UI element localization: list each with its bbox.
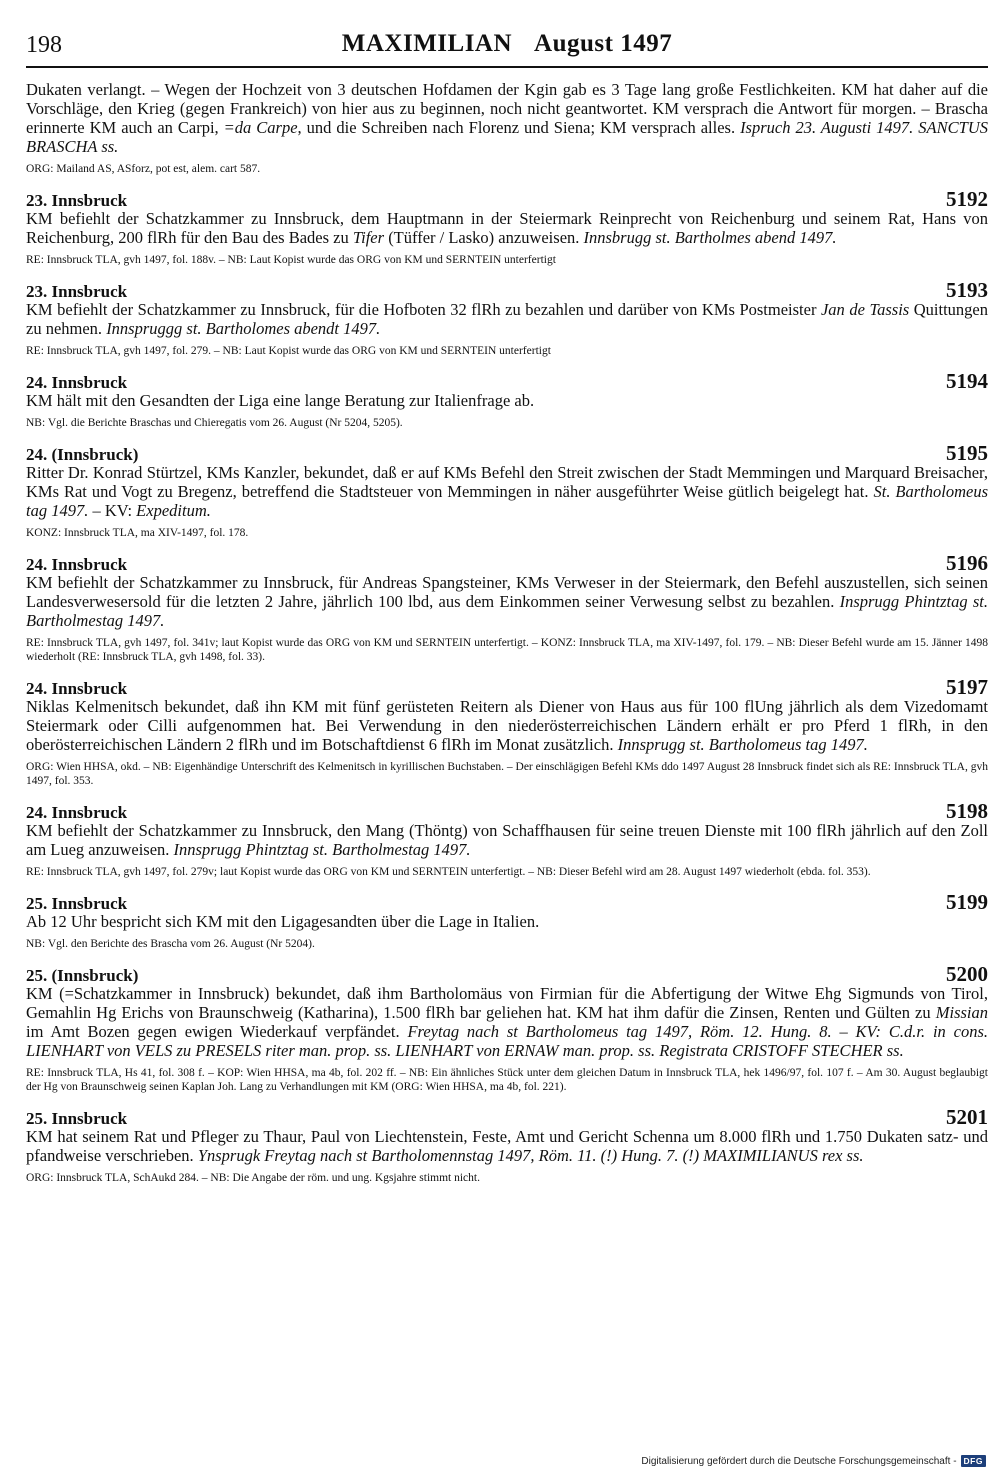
text-run-italic: St. Bartholomeus tag 1497. bbox=[26, 482, 988, 520]
text-run-italic: Innsprugg Phintztag st. Bartholmestag 1497. bbox=[173, 840, 471, 859]
entry-text bbox=[26, 912, 988, 931]
text-run: im Amt Bozen gegen ewigen Wiederkauf verpfändet. bbox=[26, 1022, 408, 1041]
entry-number: 5199 bbox=[946, 890, 988, 914]
entry-date: 24. Innsbruck bbox=[26, 803, 128, 822]
entry-text bbox=[26, 80, 988, 156]
entry-text bbox=[26, 573, 988, 630]
text-run-italic: Freytag nach st Bartholomeus tag 1497, Röm. 12. Hung. 8. – KV: C.d.r. in cons. LIENHART von VELS zu PRESELS riter man. prop. ss. LIENHART von ERNAW man. prop. ss. Registrata CRISTOFF STECHER ss. bbox=[26, 1022, 988, 1060]
entry-head bbox=[26, 1105, 988, 1127]
entry-text bbox=[26, 984, 988, 1060]
text-run-italic: Insprugg Phintztag st. Bartholmestag 1497. bbox=[26, 592, 988, 630]
page-number: 198 bbox=[26, 32, 62, 58]
entry-text bbox=[26, 300, 988, 338]
entry-number: 5197 bbox=[946, 675, 988, 699]
text-run: Niklas Kelmenitsch bekundet, daß ihn KM mit fünf gerüsteten Reitern als Diener von Haus aus für 100 flUng jährlich als dem Vizedomamt Steiermark oder Cilli aufgenommen hat. Bei Verwendung in den niederösterreichischen Ländern erhält er pro Pferd 1 flRh, in den oberösterreichischen Ländern 2 flRh und im Botschaftdienst 6 flRh im Monat zusätzlich. bbox=[26, 697, 988, 754]
entry-number: 5196 bbox=[946, 551, 988, 575]
entry-number: 5194 bbox=[946, 369, 988, 393]
text-run-italic: Innsbrugg st. Bartholmes abend 1497. bbox=[583, 228, 837, 247]
entry-date: 24. Innsbruck bbox=[26, 555, 128, 574]
entry-source: RE: Innsbruck TLA, gvh 1497, fol. 341v; laut Kopist wurde das ORG von KM und SERNTEIN unterfertigt. – KONZ: Innsbruck TLA, ma XIV-1497, fol. 179. – NB: Dieser Befehl wurde am 15. Jänner 1498 wiederholt (RE: Innsbruck TLA, gvh 1498, fol. 33). bbox=[26, 637, 988, 663]
text-run: KM befiehlt der Schatzkammer zu Innsbruck, für Andreas Spangsteiner, KMs Verweser in der Steiermark, den Befehl auszustellen, sich seinen Landesverwesersold für die letzten 2 Jahre, jährlich 100 lbd, aus dem Einkommen seiner Verwesung selbst zu bezahlen. bbox=[26, 573, 988, 611]
entry-date: 23. Innsbruck bbox=[26, 191, 128, 210]
entry-head bbox=[26, 369, 988, 391]
entry-source: KONZ: Innsbruck TLA, ma XIV-1497, fol. 178. bbox=[26, 527, 249, 539]
entry-text bbox=[26, 697, 988, 754]
text-run: KM befiehlt der Schatzkammer zu Innsbruck, dem Hauptmann in der Steiermark Reinprecht von Reichenburg und seinem Rat, Hans von Reichenburg, 200 flRh für den Bau des Bades zu bbox=[26, 209, 988, 247]
entry-number: 5201 bbox=[946, 1105, 988, 1129]
entry-head bbox=[26, 962, 988, 984]
entry-date: 25. Innsbruck bbox=[26, 1109, 128, 1128]
entry-date: 23. Innsbruck bbox=[26, 282, 128, 301]
entry-text bbox=[26, 209, 988, 247]
running-header bbox=[26, 28, 988, 68]
text-run: – KV: bbox=[88, 501, 137, 520]
text-run-italic: Innspruggg st. Bartholomes abendt 1497. bbox=[106, 319, 381, 338]
regest-entry bbox=[26, 962, 988, 1094]
entry-date: 25. (Innsbruck) bbox=[26, 966, 139, 985]
regest-entry bbox=[26, 799, 988, 879]
dfg-logo-icon: DFG bbox=[961, 1455, 986, 1467]
text-run: Dukaten verlangt. – Wegen der Hochzeit von 3 deutschen Hofdamen der Kgin gab es 3 Tage lang große Festlichkeiten. KM hat daher auf die Vorschläge, den Krieg (gegen Frankreich) von hier aus zu beginnen, noch nicht geantwortet. KM versprach die Antwort für morgen. – Brascha erinnerte KM auch an Carpi, bbox=[26, 80, 988, 137]
digitization-credit bbox=[641, 1455, 986, 1467]
regest-entry bbox=[26, 187, 988, 267]
regest-entry bbox=[26, 551, 988, 664]
text-run: KM (=Schatzkammer in Innsbruck) bekundet, daß ihm Bartholomäus von Firmian für die Abfertigung der Witwe Ehg Sigmunds von Tirol, Gemahlin Hg Erichs von Braunschweig (Katharina), 1.500 flRh bar geliehen hat. KM hat ihm dafür die Zinsen, Renten und Gülten zu bbox=[26, 984, 988, 1022]
text-run: Ab 12 Uhr bespricht sich KM mit den Ligagesandten über die Lage in Italien. bbox=[26, 912, 540, 931]
text-run: KM hält mit den Gesandten der Liga eine lange Beratung zur Italienfrage ab. bbox=[26, 391, 535, 410]
entry-date: 24. Innsbruck bbox=[26, 679, 128, 698]
intro-continuation bbox=[26, 80, 988, 176]
entry-head bbox=[26, 187, 988, 209]
text-run: KM befiehlt der Schatzkammer zu Innsbruck, für die Hofboten 32 flRh zu bezahlen und darüber von KMs Postmeister bbox=[26, 300, 821, 319]
entry-source: ORG: Innsbruck TLA, SchAukd 284. – NB: Die Angabe der röm. und ung. Kgsjahre stimmt nicht. bbox=[26, 1172, 480, 1184]
regest-entry bbox=[26, 441, 988, 540]
entry-source: ORG: Wien HHSA, okd. – NB: Eigenhändige Unterschrift des Kelmenitsch in kyrillischen Buchstaben. – Der einschlägigen Befehl KMs ddo 1497 August 28 Innsbruck findet sich als RE: Innsbruck TLA, gvh 1497, fol. 353. bbox=[26, 761, 988, 787]
entry-date: 25. Innsbruck bbox=[26, 894, 128, 913]
running-title-date: August 1497 bbox=[534, 30, 673, 57]
entry-number: 5198 bbox=[946, 799, 988, 823]
regest-entry bbox=[26, 675, 988, 788]
entry-source: NB: Vgl. die Berichte Braschas und Chieregatis vom 26. August (Nr 5204, 5205). bbox=[26, 417, 403, 429]
document-page bbox=[26, 28, 988, 1185]
entry-head bbox=[26, 441, 988, 463]
entry-head bbox=[26, 799, 988, 821]
text-run-italic: =da Carpe bbox=[223, 118, 298, 137]
text-run-italic: Expeditum. bbox=[136, 501, 211, 520]
text-run: KM befiehlt der Schatzkammer zu Innsbruck, den Mang (Thöntg) von Schaffhausen für seine treuen Dienste mit 100 flRh jährlich auf den Zoll am Lueg anzuweisen. bbox=[26, 821, 988, 859]
entry-date: 24. (Innsbruck) bbox=[26, 445, 139, 464]
regest-entry bbox=[26, 278, 988, 358]
text-run: Ritter Dr. Konrad Stürtzel, KMs Kanzler, bekundet, daß er auf KMs Befehl den Streit zwischen der Stadt Memmingen und Marquard Breisacher, KMs Rat und Vogt zu Bregenz, betreffend die Stadtsteuer von Memmingen in näher ausgeführter Weise gütlich beigelegt hat. bbox=[26, 463, 988, 501]
text-run-italic: Missian bbox=[935, 1003, 988, 1022]
entry-number: 5192 bbox=[946, 187, 988, 211]
regest-entry bbox=[26, 1105, 988, 1185]
running-title-name: MAXIMILIAN bbox=[341, 30, 513, 57]
credit-text: Digitalisierung gefördert durch die Deutsche Forschungsgemeinschaft - bbox=[641, 1455, 957, 1467]
entry-head bbox=[26, 890, 988, 912]
text-run-italic: Ispruch 23. Augusti 1497. SANCTUS BRASCHA ss. bbox=[26, 118, 988, 156]
entry-head bbox=[26, 675, 988, 697]
entry-source: RE: Innsbruck TLA, gvh 1497, fol. 279. – NB: Laut Kopist wurde das ORG von KM und SERNTEIN unterfertigt bbox=[26, 345, 551, 357]
text-run-italic: Innsprugg st. Bartholomeus tag 1497. bbox=[617, 735, 868, 754]
entry-head bbox=[26, 551, 988, 573]
entry-source: NB: Vgl. den Berichte des Brascha vom 26. August (Nr 5204). bbox=[26, 938, 315, 950]
entry-text bbox=[26, 463, 988, 520]
regest-entry bbox=[26, 890, 988, 951]
entry-text bbox=[26, 821, 988, 859]
text-run-italic: Jan de Tassis bbox=[820, 300, 910, 319]
entry-source: ORG: Mailand AS, ASforz, pot est, alem. cart 587. bbox=[26, 163, 261, 175]
text-run: (Tüffer / Lasko) anzuweisen. bbox=[384, 228, 584, 247]
text-run-italic: Ynsprugk Freytag nach st Bartholomennstag 1497, Röm. 11. (!) Hung. 7. (!) MAXIMILIANUS rex ss. bbox=[197, 1146, 864, 1165]
text-run: KM hat seinem Rat und Pfleger zu Thaur, Paul von Liechtenstein, Feste, Amt und Gericht Schenna um 8.000 flRh und 1.750 Dukaten satz- und pfandweise verschrieben. bbox=[26, 1127, 988, 1165]
text-run: , und die Schreiben nach Florenz und Siena; KM versprach alles. bbox=[297, 118, 741, 137]
text-run-italic: Tifer bbox=[352, 228, 385, 247]
entry-number: 5193 bbox=[946, 278, 988, 302]
text-run: Quittungen zu nehmen. bbox=[26, 300, 988, 338]
entry-number: 5195 bbox=[946, 441, 988, 465]
entry-text bbox=[26, 1127, 988, 1165]
entry-source: RE: Innsbruck TLA, gvh 1497, fol. 279v; laut Kopist wurde das ORG von KM und SERNTEIN unterfertigt. – NB: Dieser Befehl wird am 28. August 1497 wiederholt (ebda. fol. 353). bbox=[26, 866, 871, 878]
entry-source: RE: Innsbruck TLA, gvh 1497, fol. 188v. – NB: Laut Kopist wurde das ORG von KM und SERNTEIN unterfertigt bbox=[26, 254, 556, 266]
running-title bbox=[26, 30, 988, 58]
entry-number: 5200 bbox=[946, 962, 988, 986]
entry-text bbox=[26, 391, 988, 410]
regest-entry bbox=[26, 369, 988, 430]
entry-date: 24. Innsbruck bbox=[26, 373, 128, 392]
entry-head bbox=[26, 278, 988, 300]
entry-source: RE: Innsbruck TLA, Hs 41, fol. 308 f. – KOP: Wien HHSA, ma 4b, fol. 202 ff. – NB: Ein ähnliches Stück unter dem gleichen Datum in Innsbruck TLA, hek 1496/97, fol. 107 f. – Am 30. August beglaubigt der Hg von Braunschweig seinen Kaplan Joh. Lang zu Verhandlungen mit KM (ORG: Wien HHSA, ma 4b, fol. 221). bbox=[26, 1067, 988, 1093]
